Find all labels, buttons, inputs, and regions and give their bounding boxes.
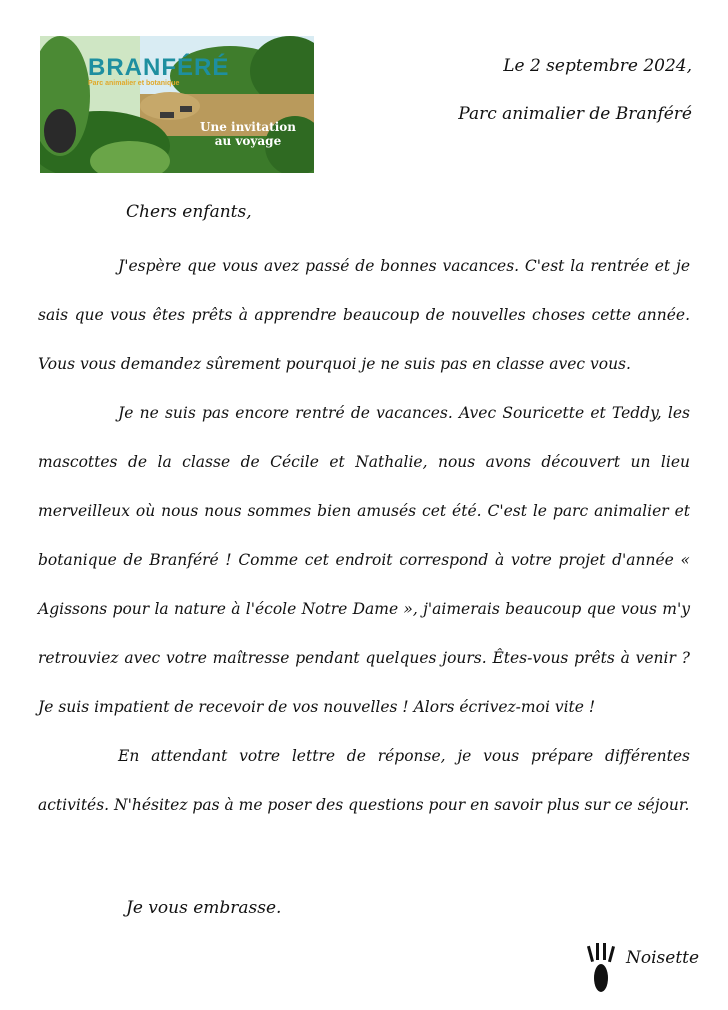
signature-block bbox=[586, 942, 700, 994]
banner-caption-line2: au voyage bbox=[214, 134, 282, 148]
branfere-banner-image bbox=[40, 36, 314, 173]
letter-greeting: Chers enfants, bbox=[126, 202, 252, 222]
paw-print-icon bbox=[586, 942, 616, 994]
banner-brand-subtitle: Parc animalier et botanique bbox=[88, 80, 180, 87]
letter-paragraph: En attendant votre lettre de réponse, je vous prépare différentes activités. N'hésitez pas à me poser des questions pour en savoir plus sur ce séjour. bbox=[38, 747, 690, 814]
letter-closing: Je vous embrasse. bbox=[126, 898, 282, 918]
letter-paragraph: Je ne suis pas encore rentré de vacances. Avec Souricette et Teddy, les mascottes de la classe de Cécile et Nathalie, nous avons découvert un lieu merveilleux où nous nous sommes bien amusés cet été. C'est le parc animalier et botanique de Branféré ! Comme cet endroit correspond à votre projet d'année « Agissons pour la nature à l'école Notre Dame », j'aimerais beaucoup que vous m'y retrouviez avec votre maîtresse pendant quelques jours. Êtes-vous prêts à venir ? Je suis impatient de recevoir de vos nouvelles ! Alors écrivez-moi vite ! bbox=[38, 404, 690, 716]
letter-body bbox=[38, 242, 690, 830]
signature-name: Noisette bbox=[626, 948, 700, 968]
banner-caption-line1: Une invitation bbox=[200, 120, 296, 134]
banner-brand-title: BRANFÉRÉ bbox=[88, 54, 230, 81]
letter-paragraph: J'espère que vous avez passé de bonnes vacances. C'est la rentrée et je sais que vous êtes prêts à apprendre beaucoup de nouvelles choses cette année. Vous vous demandez sûrement pourquoi je ne suis pas en classe avec vous. bbox=[38, 257, 690, 373]
letter-date: Le 2 septembre 2024, bbox=[503, 56, 692, 76]
banner-caption bbox=[198, 120, 298, 148]
letter-place: Parc animalier de Branféré bbox=[458, 104, 692, 124]
